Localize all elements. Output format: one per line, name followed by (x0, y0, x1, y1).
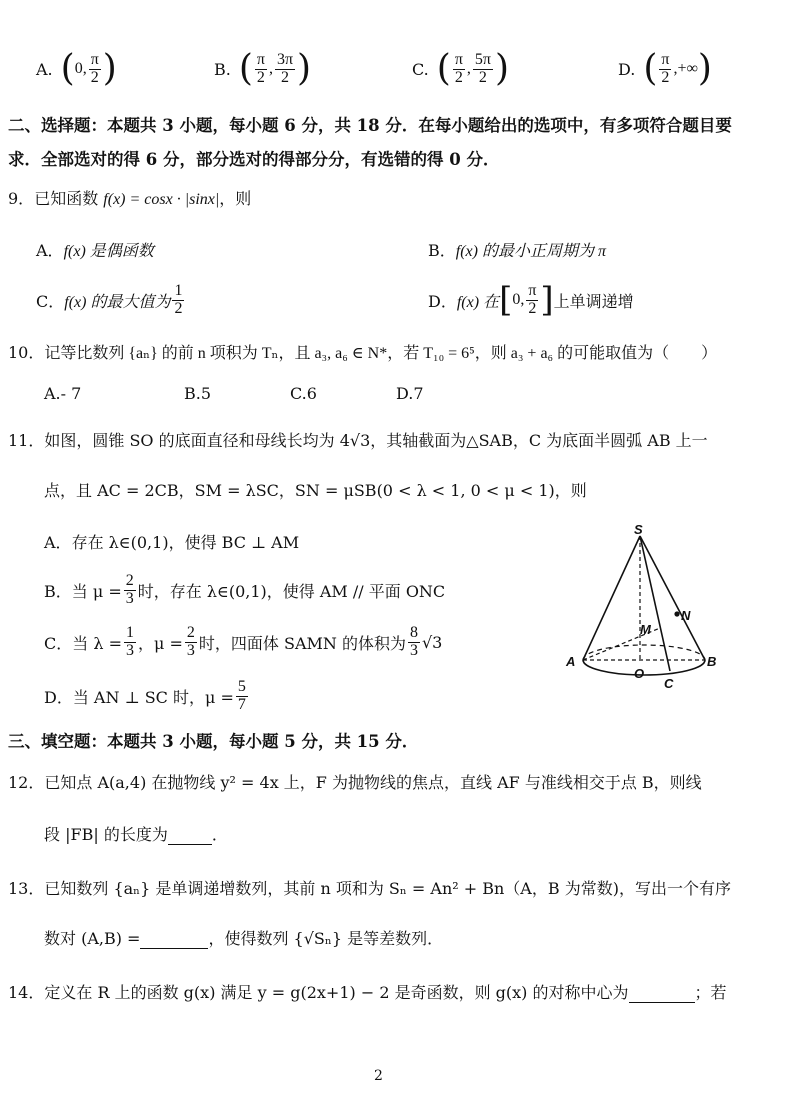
generatrix-sa (583, 536, 640, 660)
generatrix-sb (640, 536, 705, 660)
section-2-heading-line-2: 求．全部选对的得 6 分，部分选对的得部分分，有选错的得 0 分． (8, 150, 500, 169)
fraction: $\frac{1}{2}$ (174, 281, 183, 317)
fraction: $\frac{\pi}{2}$ (661, 50, 670, 86)
fraction: $\frac{\pi}{2}$ (90, 50, 99, 86)
question-12-line-2: 段 |FB| 的长度为 ． (44, 825, 228, 844)
question-11-stem-line-2: 点，且 AC = 2CB，SM = λSC，SN = μSB(0 < λ < 1, 0 < μ < 1)，则 (44, 481, 587, 500)
option-label: A. (36, 59, 53, 79)
question-11-stem-line-1: 11．如图，圆锥 SO 的底面直径和母线长均为 4√3，其轴截面为△SAB，C 为底面半圆弧 AB 上一 (8, 431, 708, 450)
cone-figure (556, 522, 726, 702)
question-9-option-c: C． f(x) 的最大值为 $\frac{1}{2}$ (36, 281, 183, 317)
q8-option-a: A. ( 0, $\frac{\pi}{2}$ ) (36, 48, 117, 89)
point-n (674, 611, 679, 616)
answer-blank (140, 929, 208, 949)
page-number: 2 (374, 1068, 383, 1084)
question-10-stem: 10．记等比数列 {aₙ} 的前 n 项积为 Tₙ，且 a₃, a₆ ∈ N*，若 T₁₀ = 6⁵，则 a₃ + a₆ 的可能取值为（ ） (8, 343, 718, 362)
question-11-option-b: B． 当 μ = $\frac{2}{3}$ 时，存在 λ∈(0,1)，使得 AM // 平面 ONC (44, 571, 446, 607)
answer-blank (629, 983, 695, 1003)
section-3-heading: 三、填空题：本题共 3 小题，每小题 5 分，共 15 分． (8, 732, 419, 751)
label-a: A (566, 654, 576, 669)
question-9-option-a: A．f(x) 是偶函数 (36, 241, 154, 260)
question-9-option-d: D． f(x) 在 [ 0, $\frac{\pi}{2}$ ] 上单调递增 (428, 280, 634, 320)
fraction: $\frac{5\pi}{2}$ (474, 50, 491, 86)
fraction: $\frac{5}{7}$ (237, 677, 246, 713)
question-11-option-c: C． 当 λ = $\frac{1}{3}$ ，μ = $\frac{2}{3}$ 时，四面体 SAMN 的体积为 $\frac{8}{3}$ √3 (44, 623, 443, 659)
question-10-option-d: D.7 (396, 384, 424, 403)
cone-base-back-arc (583, 645, 705, 660)
question-11-option-a: A．存在 λ∈(0,1)，使得 BC ⊥ AM (44, 533, 300, 552)
label-n: N (681, 608, 691, 623)
section-2-heading-line-1: 二、选择题：本题共 3 小题，每小题 6 分，共 18 分．在每小题给出的选项中，有多项符合题目要 (8, 116, 732, 135)
question-number: 9． (8, 189, 35, 208)
q8-option-c: C. ( $\frac{\pi}{2}$ , $\frac{5\pi}{2}$ ) (412, 48, 510, 89)
answer-blank (168, 825, 212, 845)
fraction: $\frac{\pi}{2}$ (454, 50, 463, 86)
question-10-option-b: B.5 (184, 384, 212, 403)
function-expression: f(x) = cosx · |sinx| (103, 191, 220, 208)
question-14-line-1: 14．定义在 R 上的函数 g(x) 满足 y = g(2x+1) − 2 是奇函数，则 g(x) 的对称中心为 ；若 (8, 983, 727, 1002)
question-number: 13． (8, 879, 45, 898)
question-9-stem: 9．已知函数 f(x) = cosx · |sinx|，则 (8, 189, 252, 208)
question-10-option-a: A.- 7 (44, 384, 82, 403)
option-label: B. (214, 59, 231, 79)
question-13-line-2: 数对 (A,B) = ，使得数列 {√Sₙ} 是等差数列． (44, 929, 444, 948)
fraction: $\frac{2}{3}$ (186, 623, 195, 659)
label-s: S (634, 522, 643, 537)
fraction: $\frac{\pi}{2}$ (528, 281, 537, 317)
label-m: M (640, 622, 651, 637)
fraction: $\frac{3\pi}{2}$ (276, 50, 294, 86)
question-10-option-c: C.6 (290, 384, 317, 403)
question-number: 11． (8, 431, 45, 450)
label-b: B (707, 654, 717, 669)
fraction: $\frac{8}{3}$ (409, 623, 418, 659)
question-11-option-d: D． 当 AN ⊥ SC 时，μ = $\frac{5}{7}$ (44, 677, 246, 713)
fraction: $\frac{2}{3}$ (125, 571, 134, 607)
question-number: 14． (8, 983, 45, 1002)
question-9-option-b: B．f(x) 的最小正周期为 π (428, 241, 606, 260)
question-number: 12． (8, 773, 45, 792)
question-number: 10． (8, 343, 45, 362)
question-13-line-1: 13．已知数列 {aₙ} 是单调递增数列，其前 n 项和为 Sₙ = An² + Bn（A，B 为常数)，写出一个有序 (8, 879, 731, 898)
question-12-line-1: 12．已知点 A(a,4) 在抛物线 y² = 4x 上，F 为抛物线的焦点，直线 AF 与准线相交于点 B，则线 (8, 773, 702, 792)
label-o: O (634, 666, 645, 681)
q8-option-b: B. ( $\frac{\pi}{2}$ , $\frac{3\pi}{2}$ ) (214, 48, 312, 89)
option-label: C. (412, 59, 429, 79)
label-c: C (664, 676, 674, 691)
segment-sc (640, 536, 670, 671)
fraction: $\frac{\pi}{2}$ (256, 50, 265, 86)
q8-option-d: D. ( $\frac{\pi}{2}$ ,+∞ ) (618, 48, 712, 89)
option-label: D. (618, 59, 636, 79)
fraction: $\frac{1}{3}$ (125, 623, 134, 659)
